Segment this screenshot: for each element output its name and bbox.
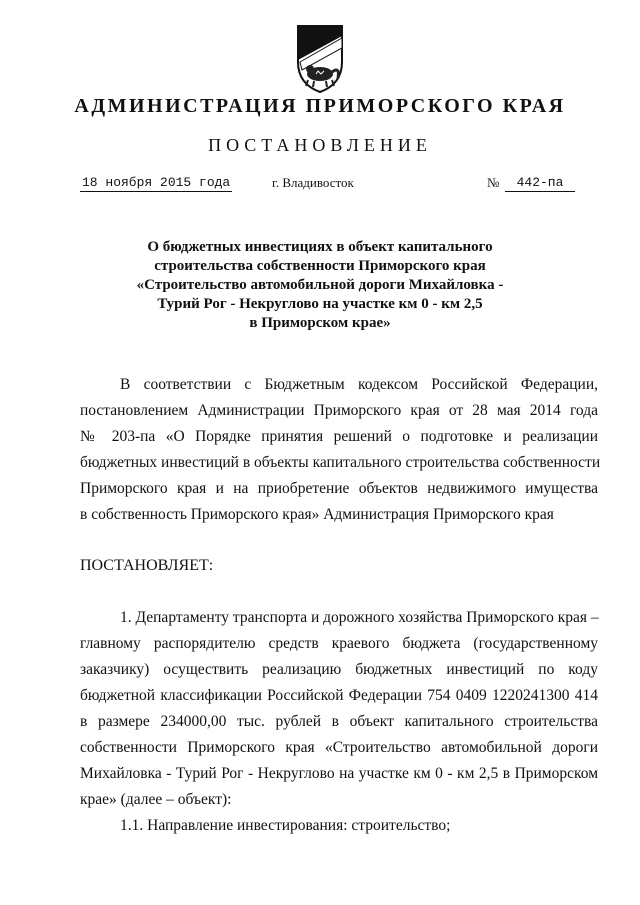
paragraph-line: бюджетной классификации Российской Федерации 754 0409 1220241300 414 [80, 687, 598, 704]
paragraph-line: 1.1. Направление инвестирования: строительство; [120, 817, 451, 834]
clause-1-paragraph [80, 605, 598, 839]
document-title [100, 238, 540, 333]
title-line: Турий Рог - Некруглово на участке км 0 - км 2,5 [157, 296, 483, 312]
paragraph-line: собственности Приморского края «Строительство автомобильной дороги [80, 739, 598, 756]
coat-of-arms-icon [288, 22, 352, 96]
document-number-label: № [487, 175, 500, 190]
document-number: 442-па [505, 175, 575, 192]
paragraph-line: № 203-па «О Порядке принятия решений о подготовке и реализации [80, 428, 598, 445]
paragraph-line: В соответствии с Бюджетным кодексом Российской Федерации, [120, 376, 598, 393]
paragraph-line: в собственность Приморского края» Администрация Приморского края [80, 506, 554, 523]
title-line: «Строительство автомобильной дороги Михайловка - [136, 277, 504, 293]
title-line: О бюджетных инвестициях в объект капитального [147, 239, 493, 255]
paragraph-line: Приморского края и на приобретение объектов недвижимого имущества [80, 480, 598, 497]
document-date: 18 ноября 2015 года [82, 175, 231, 190]
decree-heading: ПОСТАНОВЛЯЕТ: [80, 557, 214, 574]
title-line: строительства собственности Приморского края [154, 258, 486, 274]
paragraph-line: бюджетных инвестиций в объекты капитального строительства собственности [80, 454, 601, 471]
preamble-paragraph [80, 372, 601, 528]
paragraph-line: крае» (далее – объект): [80, 791, 232, 808]
organization-name: АДМИНИСТРАЦИЯ ПРИМОРСКОГО КРАЯ [74, 95, 566, 117]
paragraph-line: в размере 234000,00 тыс. рублей в объект капитального строительства [80, 713, 598, 730]
paragraph-line: Михайловка - Турий Рог - Некруглово на участке км 0 - км 2,5 в Приморском [80, 765, 598, 782]
paragraph-line: 1. Департаменту транспорта и дорожного хозяйства Приморского края – [120, 609, 599, 626]
document-city: г. Владивосток [272, 175, 354, 190]
paragraph-line: постановлением Администрации Приморского края от 28 мая 2014 года [80, 402, 598, 419]
paragraph-line: главному распорядителю средств краевого бюджета (государственному [80, 635, 598, 652]
paragraph-line: заказчику) осуществить реализацию бюджетных инвестиций по коду [80, 661, 598, 678]
document-type: ПОСТАНОВЛЕНИЕ [208, 135, 432, 155]
title-line: в Приморском крае» [249, 315, 391, 331]
